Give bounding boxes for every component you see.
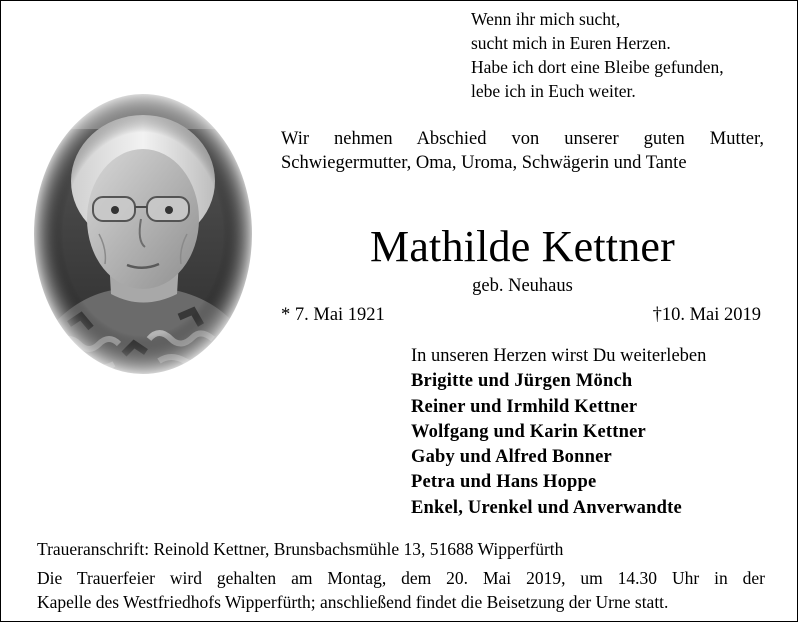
- portrait-photo: [29, 89, 257, 379]
- birth-date: * 7. Mai 1921: [281, 305, 385, 325]
- mourner-family: Brigitte und Jürgen Mönch: [411, 371, 633, 392]
- poem-line: lebe ich in Euch weiter.: [471, 81, 636, 101]
- mourner-family: Enkel, Urenkel und Anverwandte: [411, 497, 682, 518]
- service-line: Kapelle des Westfriedhofs Wipperfürth; anschließend findet die Beisetzung der Urne statt.: [37, 592, 669, 612]
- deceased-name: Mathilde Kettner: [370, 222, 675, 271]
- poem: [471, 7, 781, 103]
- poem-line: Habe ich dort eine Bleibe gefunden,: [471, 57, 724, 77]
- maiden-name: geb. Neuhaus: [472, 276, 573, 296]
- mourner-family: Reiner und Irmhild Kettner: [411, 396, 638, 417]
- funeral-service-info: [37, 566, 765, 614]
- service-line: Die Trauerfeier wird gehalten am Montag, dem 20. Mai 2019, um 14.30 Uhr in der: [37, 568, 765, 588]
- mourner-family: Petra und Hans Hoppe: [411, 472, 597, 493]
- death-date: †10. Mai 2019: [652, 305, 761, 325]
- mourners-lead: In unseren Herzen wirst Du weiterleben: [411, 346, 707, 366]
- mourning-address: Traueranschrift: Reinold Kettner, Brunsbachsmühle 13, 51688 Wipperfürth: [37, 539, 564, 559]
- portrait-image: [29, 89, 257, 379]
- mourner-family: Wolfgang und Karin Kettner: [411, 421, 646, 442]
- poem-line: Wenn ihr mich sucht,: [471, 9, 621, 29]
- mourner-family: Gaby und Alfred Bonner: [411, 447, 612, 468]
- mourners-list: [411, 344, 781, 521]
- poem-line: sucht mich in Euren Herzen.: [471, 33, 671, 53]
- farewell-intro: Wir nehmen Abschied von unserer guten Mutter, Schwiegermutter, Oma, Uroma, Schwägerin und Tante: [281, 129, 764, 173]
